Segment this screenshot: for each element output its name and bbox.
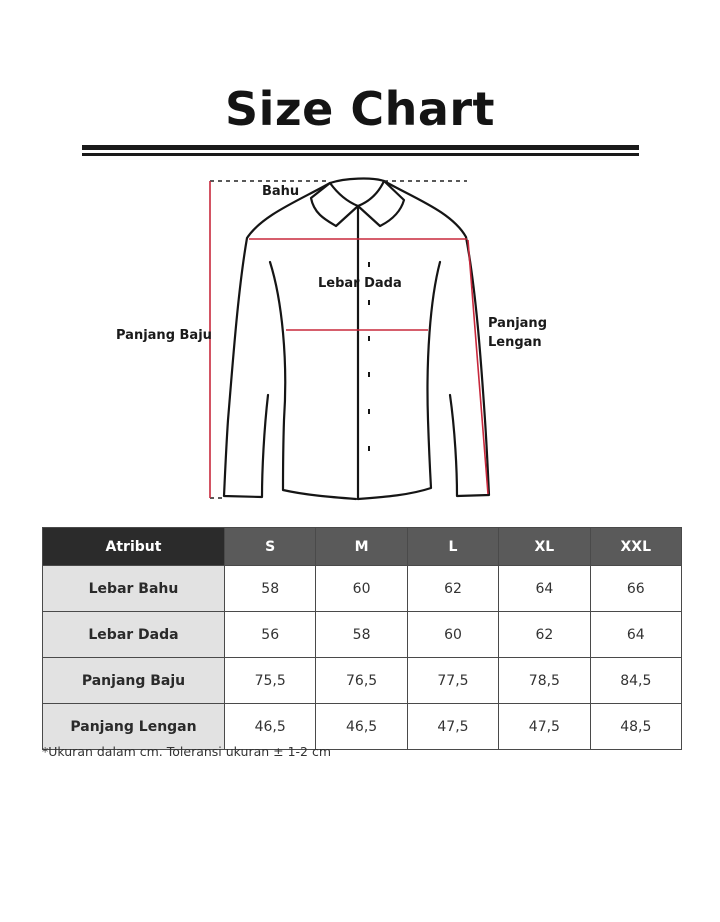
table-cell: 60 — [316, 566, 407, 612]
table-row — [43, 566, 682, 612]
shirt-right-side — [358, 262, 440, 499]
table-header-row — [43, 528, 682, 566]
column-header-s: S — [225, 528, 316, 566]
table-cell: 47,5 — [499, 704, 590, 750]
label-panjang-baju: Panjang Baju — [116, 328, 212, 343]
label-panjang-lengan — [488, 314, 558, 352]
label-panjang-lengan-line1: Panjang — [488, 316, 547, 331]
shirt-right-sleeve — [384, 181, 489, 496]
table-cell: 58 — [225, 566, 316, 612]
table-cell: 64 — [590, 612, 681, 658]
table-cell: 77,5 — [407, 658, 498, 704]
table-cell: 58 — [316, 612, 407, 658]
column-header-atribut: Atribut — [43, 528, 225, 566]
table-cell: 46,5 — [225, 704, 316, 750]
column-header-m: M — [316, 528, 407, 566]
table-cell: 76,5 — [316, 658, 407, 704]
label-lebar-dada: Lebar Dada — [318, 276, 402, 291]
column-header-xl: XL — [499, 528, 590, 566]
row-label: Lebar Dada — [43, 612, 225, 658]
table-cell: 64 — [499, 566, 590, 612]
page-title: Size Chart — [224, 82, 496, 136]
table-cell: 66 — [590, 566, 681, 612]
footnote: *Ukuran dalam cm. Toleransi ukuran ± 1-2 cm — [42, 744, 332, 759]
table-row — [43, 704, 682, 750]
label-panjang-lengan-line2: Lengan — [488, 335, 542, 350]
row-label: Panjang Lengan — [43, 704, 225, 750]
table-cell: 48,5 — [590, 704, 681, 750]
table-cell: 56 — [225, 612, 316, 658]
shirt-left-sleeve — [224, 183, 330, 497]
table-row — [43, 612, 682, 658]
table-cell: 78,5 — [499, 658, 590, 704]
row-label: Panjang Baju — [43, 658, 225, 704]
shirt-left-side — [270, 262, 356, 499]
row-label: Lebar Bahu — [43, 566, 225, 612]
table-cell: 47,5 — [407, 704, 498, 750]
shirt-collar-band — [330, 181, 384, 206]
table-cell: 62 — [499, 612, 590, 658]
table-cell: 84,5 — [590, 658, 681, 704]
size-table — [42, 527, 682, 750]
panjang-lengan-line — [468, 240, 488, 494]
column-header-xxl: XXL — [590, 528, 681, 566]
label-bahu: Bahu — [262, 184, 300, 199]
table-row — [43, 658, 682, 704]
table-cell: 62 — [407, 566, 498, 612]
column-header-l: L — [407, 528, 498, 566]
table-cell: 75,5 — [225, 658, 316, 704]
table-cell: 46,5 — [316, 704, 407, 750]
table-cell: 60 — [407, 612, 498, 658]
